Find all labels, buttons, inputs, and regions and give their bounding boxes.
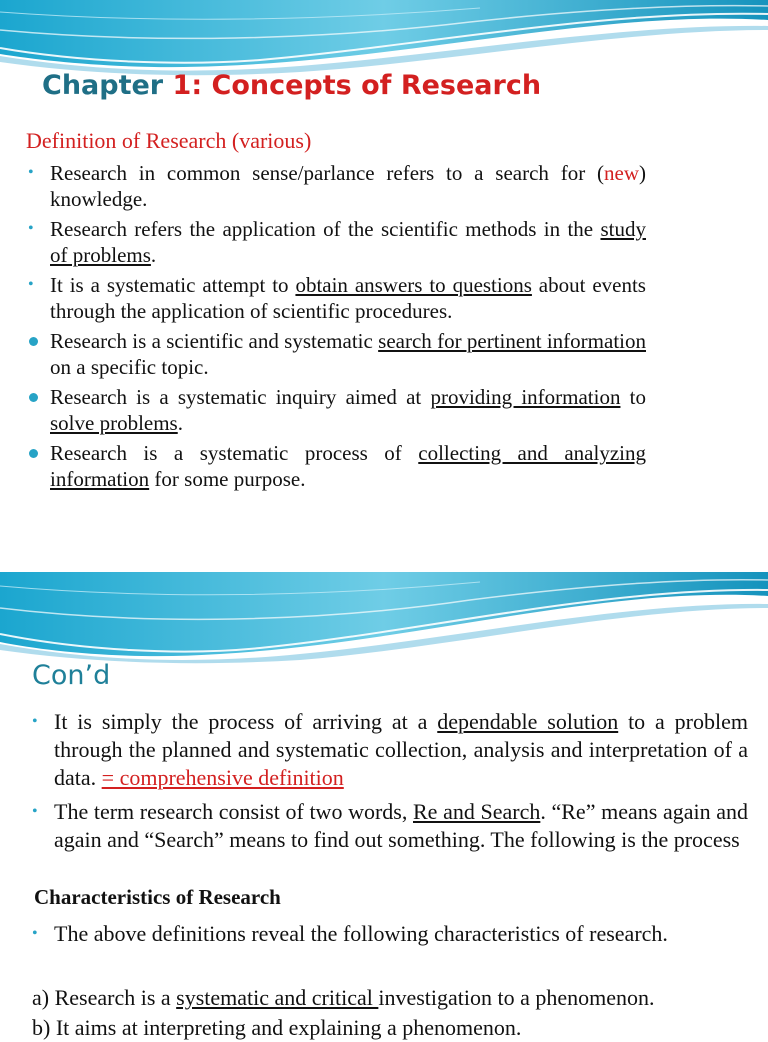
bullet-icon [29, 449, 38, 458]
list-item: • Research in common sense/parlance refers to a search for (new) knowledge. [28, 161, 646, 211]
slide-title: Con’d [32, 660, 111, 691]
bullet-icon: • [28, 276, 34, 293]
bullet-icon: • [28, 220, 34, 237]
title-rest: 1: Concepts of Research [172, 70, 542, 101]
slide-2 [0, 572, 768, 1040]
list-item: Research is a scientific and systematic search for pertinent information on a specific topic. [26, 328, 646, 380]
list-item: • Research refers the application of the scientific methods in the study of problems. [28, 217, 646, 267]
characteristics-list [30, 920, 748, 954]
characteristic-b: b) It aims at interpreting and explaining a phenomenon. [32, 1015, 522, 1040]
bullet-icon [29, 337, 38, 346]
bullet-icon [29, 393, 38, 402]
list-item: • The above definitions reveal the following characteristics of research. [32, 921, 668, 946]
title-chapter: Chapter [42, 70, 164, 101]
list-item: • It is a systematic attempt to obtain answers to questions about events through the application of scientific procedures. [28, 273, 646, 323]
slide-gap [0, 560, 768, 572]
list-item: • The term research consist of two words, Re and Search. “Re” means again and again and “Search” means to find out something. The following is the process [32, 799, 748, 852]
intro-list [30, 708, 748, 860]
bullet-icon: • [32, 713, 38, 730]
bullet-icon: • [28, 164, 34, 181]
definition-heading: Definition of Research (various) [26, 128, 312, 153]
bullet-icon: • [32, 803, 38, 820]
list-item: Research is a systematic inquiry aimed at providing information to solve problems. [26, 384, 646, 436]
slide-title [42, 70, 541, 101]
bullet-icon: • [32, 925, 38, 942]
list-item: • It is simply the process of arriving at a dependable solution to a problem through the planned and systematic collection, analysis and interpretation of a data. = comprehensive definition [32, 709, 748, 790]
definition-list [26, 160, 646, 496]
list-item: Research is a systematic process of collecting and analyzing information for some purpose. [26, 440, 646, 492]
wave-banner [0, 0, 768, 72]
wave-banner [0, 572, 768, 662]
characteristic-a: a) Research is a systematic and critical investigation to a phenomenon. [32, 985, 655, 1010]
characteristics-heading: Characteristics of Research [34, 885, 281, 909]
